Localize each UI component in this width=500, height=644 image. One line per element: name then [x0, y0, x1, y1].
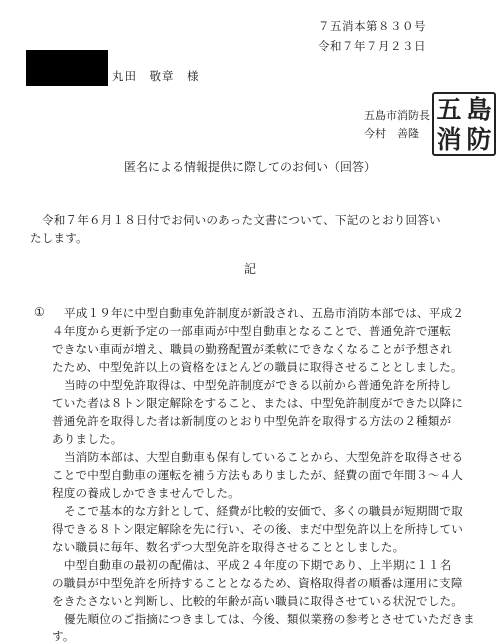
body-line: ない職員に毎年、数名ずつ大型免許を取得させることとしました。: [52, 540, 405, 554]
document-title: 匿名による情報提供に際してのお伺い（回答）: [123, 160, 376, 174]
body-line: 優先順位のご指摘につきましては、今後、類似業務の参考とさせていただきま: [64, 612, 475, 626]
body-line: 当消防本部は、大型自動車も保有していることから、大型免許を取得させる: [64, 450, 464, 464]
body-line: す。: [52, 629, 75, 643]
body-line: できない車両が増え、職員の勤務配置が柔軟にできなくなることが予想され: [52, 342, 452, 356]
body-line: 中型自動車の最初の配備は、平成２４年度の下期であり、上半期に１１名: [64, 558, 452, 572]
body-line: 普通免許を取得した者は新制度のとおり中型免許を取得する方法の２種類が: [52, 414, 452, 428]
body-line: ありました。: [52, 432, 123, 446]
official-seal: [432, 92, 496, 156]
seal-char: 五: [436, 94, 462, 124]
body-line: ことで中型自動車の運転を補う方法もありましたが、経費の面で年間３～４人: [52, 468, 464, 482]
body-line: ていた者は８トン限定解除をすること、または、中型免許制度ができた以降に: [52, 396, 464, 410]
document-date: 令和７年７月２３日: [318, 39, 426, 53]
sender-name: 今村 善隆: [364, 127, 419, 140]
body-line: たため、中型免許以上の資格をほとんどの職員に取得させることとしました。: [52, 360, 463, 374]
intro-line: たします。: [30, 231, 88, 245]
addressee: 丸田 敬章 様: [112, 69, 200, 83]
body-line: 平成１９年に中型自動車免許制度が新設され、五島市消防本部では、平成２: [64, 306, 464, 320]
body-line: 得できる８トン限定解除を先に行い、その後、まだ中型免許以上を所持してい: [52, 522, 464, 536]
body-line: の職員が中型免許を所持することとなるため、資格取得者の順番は運用に支障: [52, 576, 463, 590]
document-number: ７五消本第８３０号: [318, 19, 426, 33]
item-marker: ①: [34, 305, 45, 319]
seal-char: 消: [436, 124, 462, 154]
body-line: そこで基本的な方針として、経費が比較的安価で、多くの職員が短期間で取: [64, 504, 463, 518]
body-line: をきたさないと判断し、比較的年齢が高い職員に取得させている状況でした。: [52, 594, 464, 608]
seal-char: 防: [466, 124, 492, 154]
body-line: 当時の中型免許取得は、中型免許制度ができる以前から普通免許を所持し: [64, 378, 452, 392]
intro-line: 令和７年６月１８日付でお伺いのあった文書について、下記のとおり回答い: [42, 213, 441, 227]
seal-char: 島: [466, 94, 492, 124]
ki-heading: 記: [243, 262, 256, 276]
sender-title: 五島市消防長: [364, 109, 430, 122]
redaction-block: [26, 50, 108, 86]
body-line: ４年度から更新予定の一部車両が中型自動車となることで、普通免許で運転: [52, 324, 452, 338]
body-line: 程度の養成しかできませんでした。: [52, 486, 240, 500]
